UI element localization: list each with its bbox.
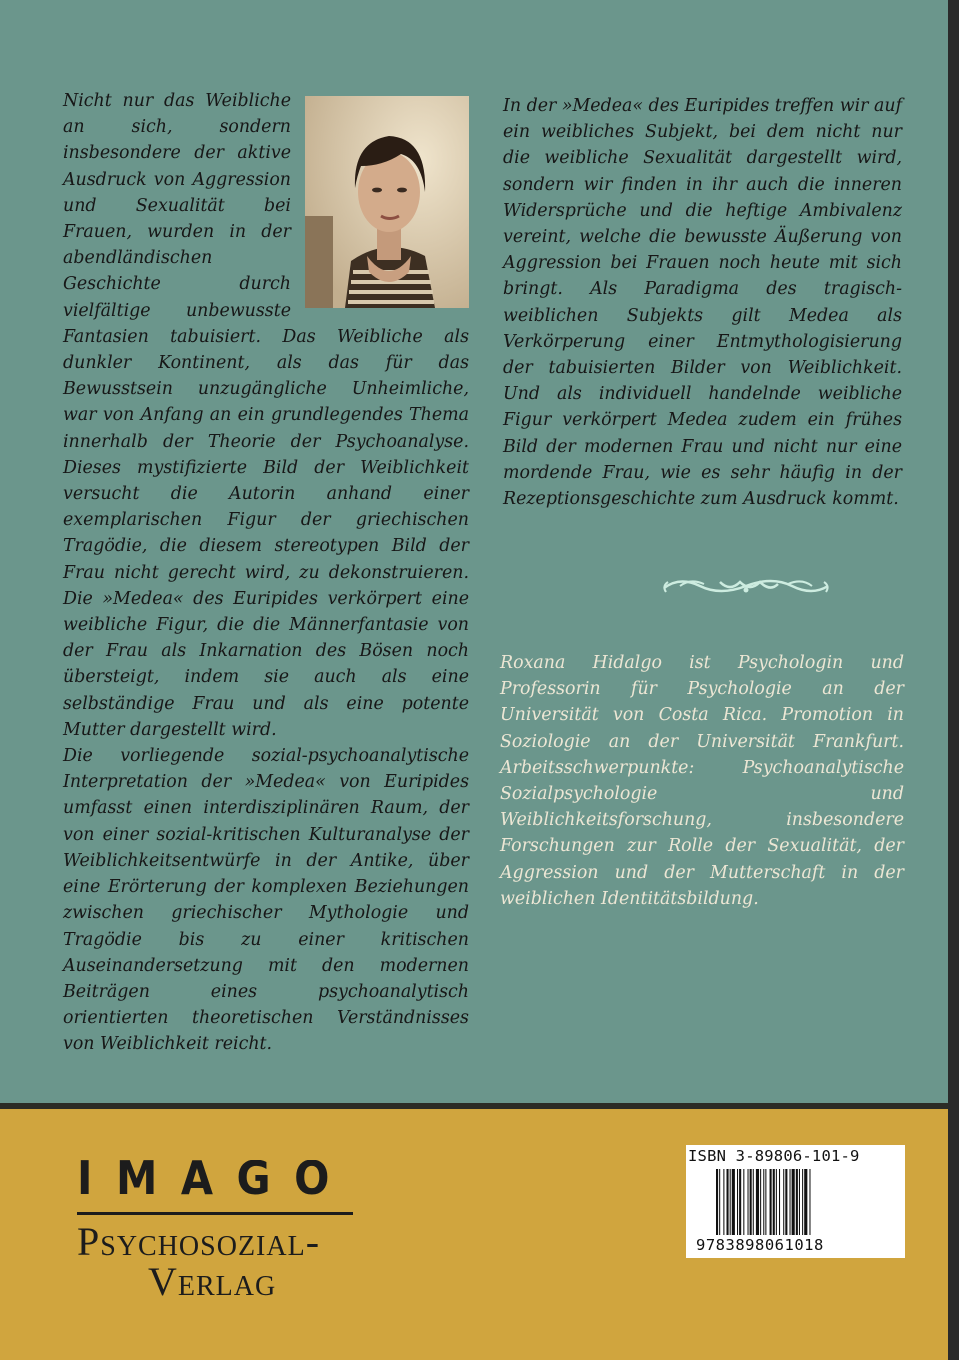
barcode-bar [730, 1169, 731, 1235]
blurb-paragraph-1 [63, 88, 469, 743]
isbn-label: ISBN 3-89806-101-9 [688, 1147, 860, 1165]
barcode [686, 1145, 905, 1258]
barcode-bars-icon [716, 1169, 896, 1235]
blurb-paragraph-3: In der »Medea« des Euripides treffen wir auf ein weibliches Subjekt, bei dem nicht nur die weibliche Sexualität dargestellt wird, sondern wir finden in ihr auch die inneren Widersprüche und die heftige Ambivalenz vereint, welche die bewusste Äußerung von Aggression bei Frauen noch heute mit sich bringt. Als Paradigma des tragisch-weiblichen Subjekts gilt Medea als Verkörperung einer Entmythologisierung der tabuisierten Bilder von Weiblichkeit. Und als individuell handelnde weibliche Figur verkörpert Medea zudem ein frühes Bild der modernen Frau und nicht nur eine mordende Frau, wie es sehr häufig in der Rezeptionsgeschichte zum Ausdruck kommt. [503, 96, 903, 510]
blurb-paragraph-1-text: Nicht nur das Weibliche an sich, sondern insbesondere der aktive Ausdruck von Aggression und Sexualität bei Frauen, wurden in der abendländischen Geschichte durch vielfältige unbewusste Fantasien tabuisiert. Das Weibliche als dunkler Kontinent, als das für das Bewusstsein unzugängliche Unheimliche, war von Anfang an ein grundlegendes Thema innerhalb der Theorie der Psychoanalyse. Dieses mystifizierte Bild der Weiblichkeit versucht die Autorin anhand einer exemplarischen Figur der griechischen Tragödie, die diesem stereotypen Bild der Frau nicht gerecht wird, zu dekonstruieren. Die »Medea« des Euripides verkörpert eine weibliche Figur, die die Männerfantasie von der Frau als Inkarnation des Bösen noch übersteigt, indem sie auch als eine selbständige Frau und als eine potente Mutter dargestellt wird. [63, 91, 469, 740]
page-edge [948, 0, 959, 1360]
barcode-bar [753, 1169, 754, 1235]
barcode-bar [770, 1169, 772, 1235]
ean-number: 9783898061018 [696, 1236, 824, 1254]
barcode-bar [799, 1169, 800, 1235]
barcode-bar [792, 1169, 795, 1235]
barcode-bar [716, 1169, 718, 1235]
barcode-bar [783, 1169, 784, 1235]
blurb-paragraph-2: Die vorliegende sozial-psychoanalytische Interpretation der »Medea« von Euripides umfasst einen interdisziplinären Raum, der von einer sozial-kritischen Kulturanalyse der Weiblichkeitsentwürfe in der Antike, über eine Erörterung der komplexen Beziehungen zwischen griechischer Mythologie und Tragödie bis zu einer kritischen Auseinandersetzung mit den modernen Beiträgen eines psychoanalytisch orientierten theoretischen Verständnisses von Weiblichkeit reicht. [63, 746, 469, 1055]
publisher-name-line-2: Verlag [148, 1259, 277, 1304]
barcode-bar [796, 1169, 798, 1235]
barcode-bar [748, 1169, 749, 1235]
barcode-bar [773, 1169, 775, 1235]
author-bio [500, 650, 904, 912]
barcode-bar [756, 1169, 759, 1235]
barcode-bar [802, 1169, 803, 1235]
barcode-bar [760, 1169, 761, 1235]
barcode-bar [739, 1169, 741, 1235]
author-bio-text: Roxana Hidalgo ist Psychologin und Professorin für Psychologie an der Universität von Costa Rica. Promotion in Soziologie an der Universität Frankfurt. Arbeitsschwerpunkte: Psychoanalytische Sozialpsychologie und Weiblichkeitsforschung, insbesondere Forschungen zur Rolle der Sexualität, der Aggression und der Mutterschaft in der weiblichen Identitätsbildung. [500, 653, 904, 909]
publisher-name-line-1: Psychosozial- [77, 1219, 321, 1264]
barcode-bar [785, 1169, 787, 1235]
barcode-bar [750, 1169, 752, 1235]
blurb-right-column [503, 93, 902, 512]
barcode-bar [723, 1169, 724, 1235]
barcode-bar [790, 1169, 791, 1235]
imago-logo [77, 1160, 353, 1196]
barcode-bar [719, 1169, 720, 1235]
imago-logo-image [77, 1160, 353, 1196]
author-photo [305, 96, 469, 308]
barcode-bar [763, 1169, 764, 1235]
barcode-bar [804, 1169, 807, 1235]
imago-logo-wordmark: IMAGO [77, 1160, 353, 1196]
barcode-bar [743, 1169, 744, 1235]
ornament-divider-icon [660, 572, 832, 602]
barcode-bar [765, 1169, 766, 1235]
barcode-bar [776, 1169, 777, 1235]
logo-rule [77, 1212, 353, 1215]
author-portrait-illustration [305, 96, 469, 308]
barcode-bar [732, 1169, 735, 1235]
barcode-bar [727, 1169, 729, 1235]
blurb-left-column [63, 88, 469, 1058]
barcode-bar [809, 1169, 810, 1235]
barcode-bar [737, 1169, 738, 1235]
barcode-bar [779, 1169, 780, 1235]
